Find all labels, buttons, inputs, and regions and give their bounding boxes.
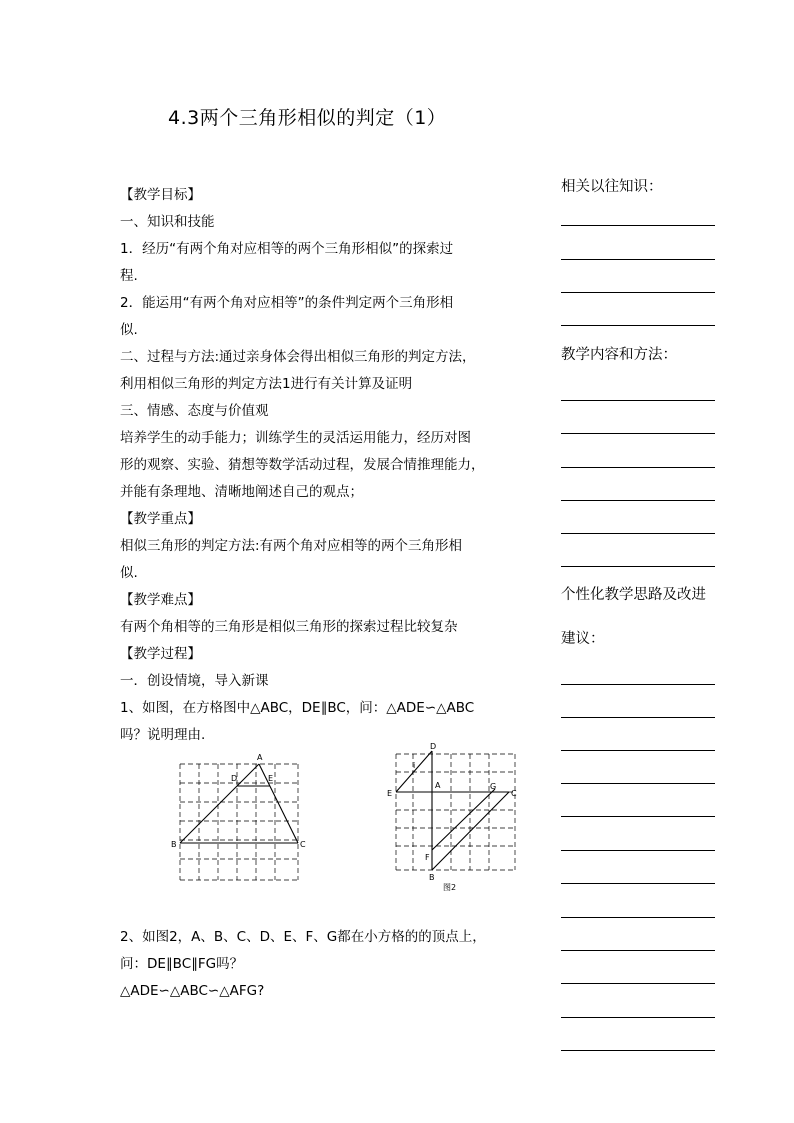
text-line: 2．能运用“有两个角对应相等”的条件判定两个三角形相 xyxy=(120,295,454,311)
label-e: E xyxy=(268,774,274,783)
figure-1-grid-triangle xyxy=(170,750,310,890)
label-b: B xyxy=(171,840,177,849)
section-heading-difficulties: 【教学难点】 xyxy=(120,592,201,608)
text-line: 似. xyxy=(120,322,138,338)
text-line: 吗？说明理由. xyxy=(120,727,206,743)
label-d: D xyxy=(430,742,437,751)
section-heading-key-points: 【教学重点】 xyxy=(120,511,201,527)
text-line: 一．创设情境，导入新课 xyxy=(120,673,269,689)
side-heading-personalized-line2: 建议： xyxy=(561,631,605,647)
label-i: i xyxy=(413,761,416,770)
writing-line xyxy=(561,816,715,817)
figure-2-grid-parallel xyxy=(385,740,525,900)
writing-line xyxy=(561,467,715,468)
text-line: 1．经历“有两个角对应相等的两个三角形相似”的探索过 xyxy=(120,241,454,257)
figure-2-caption: 图2 xyxy=(443,883,457,892)
label-c: C xyxy=(300,840,306,849)
side-heading-content-methods: 教学内容和方法： xyxy=(561,347,677,363)
section-heading-objectives: 【教学目标】 xyxy=(120,187,201,203)
writing-line xyxy=(561,259,715,260)
writing-line xyxy=(561,433,715,434)
writing-line xyxy=(561,950,715,951)
label-d: D xyxy=(231,774,238,783)
text-line: 二、过程与方法:通过亲身体会得出相似三角形的判定方法， xyxy=(120,349,476,365)
label-b: B xyxy=(429,873,435,882)
writing-line xyxy=(561,566,715,567)
label-g: G xyxy=(490,782,497,791)
label-e: E xyxy=(387,789,393,798)
writing-line xyxy=(561,684,715,685)
writing-line xyxy=(561,225,715,226)
writing-line xyxy=(561,1017,715,1018)
text-line: 并能有条理地、清晰地阐述自己的观点； xyxy=(120,484,363,500)
text-line: 相似三角形的判定方法:有两个角对应相等的两个三角形相 xyxy=(120,538,463,554)
writing-line xyxy=(561,325,715,326)
label-f: F xyxy=(425,853,430,862)
text-line: 一、知识和技能 xyxy=(120,214,215,230)
text-line: 程. xyxy=(120,268,138,284)
text-line: 有两个角相等的三角形是相似三角形的探索过程比较复杂 xyxy=(120,619,458,635)
text-line: 培养学生的动手能力；训练学生的灵活运用能力，经历对图 xyxy=(120,430,471,446)
triangle-abc xyxy=(180,764,298,843)
writing-line xyxy=(561,783,715,784)
side-heading-personalized-line1: 个性化教学思路及改进 xyxy=(561,587,706,603)
page-title: 4.3两个三角形相似的判定（1） xyxy=(168,107,447,129)
label-a: A xyxy=(257,753,263,762)
writing-line xyxy=(561,400,715,401)
text-line: 三、情感、态度与价值观 xyxy=(120,403,269,419)
writing-line xyxy=(561,983,715,984)
writing-line xyxy=(561,1050,715,1051)
text-line: 形的观察、实验、猜想等数学活动过程，发展合情推理能力， xyxy=(120,457,485,473)
label-c: C xyxy=(511,789,517,798)
writing-line xyxy=(561,883,715,884)
text-line: 问：DE∥BC∥FG吗？ xyxy=(120,956,244,972)
text-line: 2、如图2，A、B、C、D、E、F、G都在小方格的的顶点上， xyxy=(120,929,486,945)
writing-line xyxy=(561,500,715,501)
text-line: 利用相似三角形的判定方法1进行有关计算及证明 xyxy=(120,376,413,392)
writing-line xyxy=(561,717,715,718)
text-line: 1、如图，在方格图中△ABC，DE∥BC，问：△ADE∽△ABC xyxy=(120,700,475,716)
side-heading-prior-knowledge: 相关以往知识： xyxy=(561,179,663,195)
writing-line xyxy=(561,533,715,534)
label-a: A xyxy=(435,781,441,790)
writing-line xyxy=(561,292,715,293)
text-line: △ADE∽△ABC∽△AFG? xyxy=(120,983,265,999)
writing-line xyxy=(561,917,715,918)
text-line: 似. xyxy=(120,565,138,581)
section-heading-process: 【教学过程】 xyxy=(120,646,201,662)
writing-line xyxy=(561,750,715,751)
writing-line xyxy=(561,850,715,851)
figure-1-grid xyxy=(180,764,298,880)
